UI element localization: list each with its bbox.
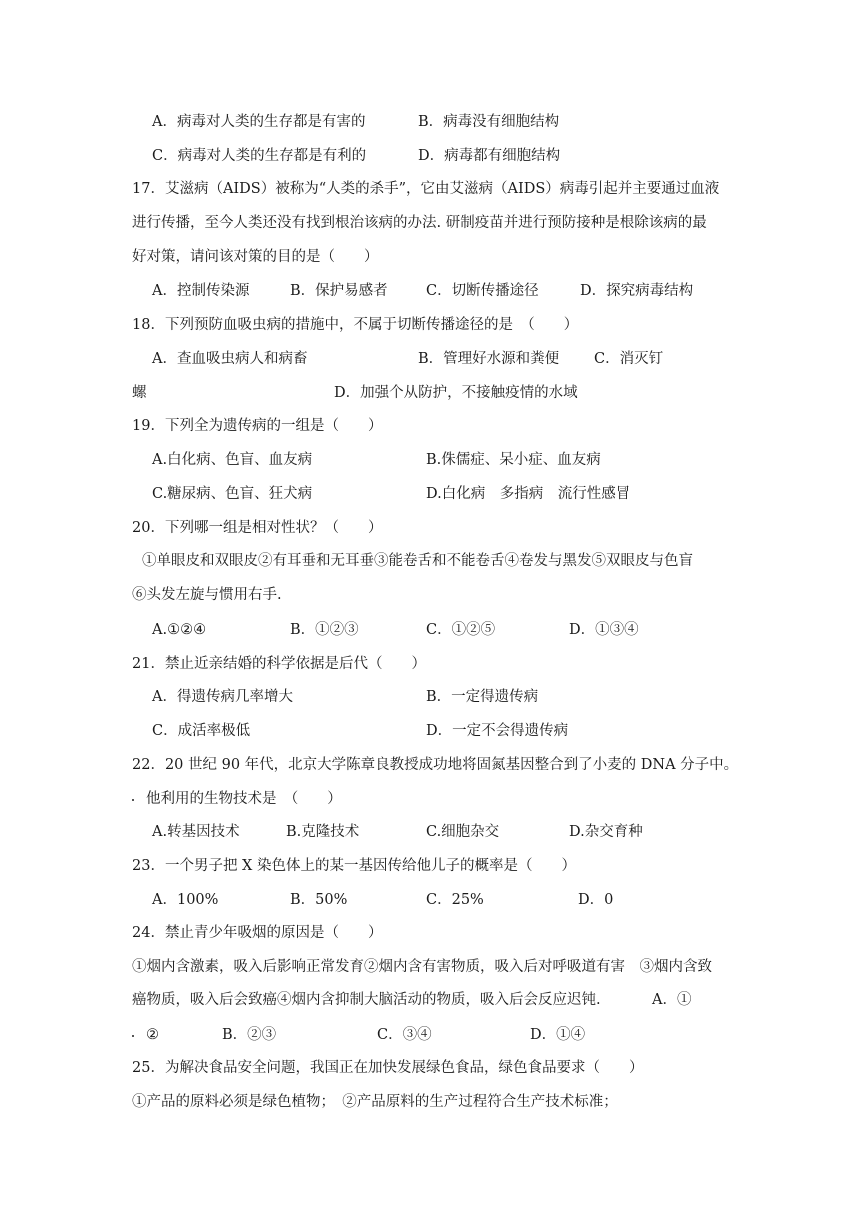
- l28-seg-0: ②: [146, 1027, 159, 1043]
- l28-seg-1: B．②③: [222, 1027, 277, 1043]
- l01-seg-0: A．病毒对人类的生存都是有害的: [152, 114, 366, 130]
- l14-seg-0: ①单眼皮和双眼皮②有耳垂和无耳垂③能卷舌和不能卷舌④卷发与黑发⑤双眼皮与色盲: [142, 553, 693, 569]
- l24-seg-2: C．25%: [426, 892, 484, 908]
- l21-seg-0: 他利用的生物技术是 （ ）: [146, 791, 342, 807]
- l28-seg-2: C．③④: [377, 1027, 432, 1043]
- l19-seg-1: D．一定不会得遗传病: [426, 723, 569, 739]
- l08-seg-0: A．查血吸虫病人和病畜: [152, 351, 308, 367]
- l22-seg-2: C.细胞杂交: [426, 824, 500, 840]
- l06-seg-1: B．保护易感者: [290, 283, 388, 299]
- l27-seg-0: 癌物质，吸入后会致癌④烟内含抑制大脑活动的物质，吸入后会反应迟钝.: [132, 992, 601, 1008]
- l23-seg-0: 23．一个男子把 X 染色体上的某一基因传给他儿子的概率是（ ）: [132, 858, 576, 874]
- l26-seg-0: ①烟内含激素，吸入后影响正常发育②烟内含有害物质，吸入后对呼吸道有害 ③烟内含致: [132, 959, 712, 975]
- l22-seg-0: A.转基因技术: [152, 824, 240, 840]
- l22-seg-3: D.杂交育种: [569, 824, 643, 840]
- l10-seg-0: 19．下列全为遗传病的一组是（ ）: [132, 418, 383, 434]
- l11-seg-1: B.侏儒症、呆小症、血友病: [426, 452, 601, 468]
- l16-seg-1: B．①②③: [290, 622, 359, 638]
- l17-seg-0: 21．禁止近亲结婚的科学依据是后代（ ）: [132, 656, 426, 672]
- scan-dot: [132, 1035, 134, 1037]
- l05-seg-0: 好对策，请问该对策的目的是（ ）: [132, 249, 379, 265]
- l02-seg-1: D．病毒都有细胞结构: [418, 148, 561, 164]
- scan-dot: [132, 799, 134, 801]
- l19-seg-0: C．成活率极低: [152, 723, 251, 739]
- l06-seg-3: D．探究病毒结构: [580, 283, 694, 299]
- l18-seg-0: A．得遗传病几率增大: [152, 689, 293, 705]
- l25-seg-0: 24．禁止青少年吸烟的原因是（ ）: [132, 925, 383, 941]
- l13-seg-0: 20．下列哪一组是相对性状？（ ）: [132, 520, 383, 536]
- l16-seg-3: D．①③④: [569, 622, 639, 638]
- l27-seg-1: A．①: [652, 992, 692, 1008]
- l01-seg-1: B．病毒没有细胞结构: [418, 114, 560, 130]
- l24-seg-1: B．50%: [290, 892, 348, 908]
- l06-seg-2: C．切断传播途径: [426, 283, 539, 299]
- l12-seg-1: D.白化病 多指病 流行性感冒: [426, 486, 631, 502]
- l22-seg-1: B.克隆技术: [286, 824, 360, 840]
- l04-seg-0: 进行传播，至今人类还没有找到根治该病的办法. 研制疫苗并进行预防接种是根除该病的最: [132, 215, 707, 231]
- l09-seg-1: D．加强个从防护，不接触疫情的水域: [334, 385, 578, 401]
- l02-seg-0: C．病毒对人类的生存都是有利的: [152, 148, 367, 164]
- l28-seg-3: D．①④: [530, 1027, 586, 1043]
- l06-seg-0: A．控制传染源: [152, 283, 250, 299]
- l15-seg-0: ⑥头发左旋与惯用右手.: [132, 587, 282, 603]
- l08-seg-1: B．管理好水源和粪便: [418, 351, 560, 367]
- l24-seg-0: A．100%: [152, 892, 219, 908]
- l29-seg-0: 25．为解决食品安全问题，我国正在加快发展绿色食品，绿色食品要求（ ）: [132, 1060, 644, 1076]
- l16-seg-0: A.①②④: [152, 622, 207, 638]
- l03-seg-0: 17．艾滋病（AIDS）被称为“人类的杀手”，它由艾滋病（AIDS）病毒引起并主要通过血液: [132, 181, 720, 197]
- l07-seg-0: 18．下列预防血吸虫病的措施中，不属于切断传播途径的是 （ ）: [132, 317, 579, 333]
- l11-seg-0: A.白化病、色盲、血友病: [152, 452, 313, 468]
- l16-seg-2: C．①②⑤: [426, 622, 496, 638]
- l20-seg-0: 22．20 世纪 90 年代，北京大学陈章良教授成功地将固氮基因整合到了小麦的 DNA 分子中。: [132, 757, 739, 773]
- l09-seg-0: 螺: [132, 385, 147, 401]
- l24-seg-3: D．0: [578, 892, 614, 908]
- l08-seg-2: C．消灭钉: [594, 351, 664, 367]
- l12-seg-0: C.糖尿病、色盲、狂犬病: [152, 486, 313, 502]
- l18-seg-1: B．一定得遗传病: [426, 689, 539, 705]
- l30-seg-0: ①产品的原料必须是绿色植物； ②产品原料的生产过程符合生产技术标准；: [132, 1094, 618, 1110]
